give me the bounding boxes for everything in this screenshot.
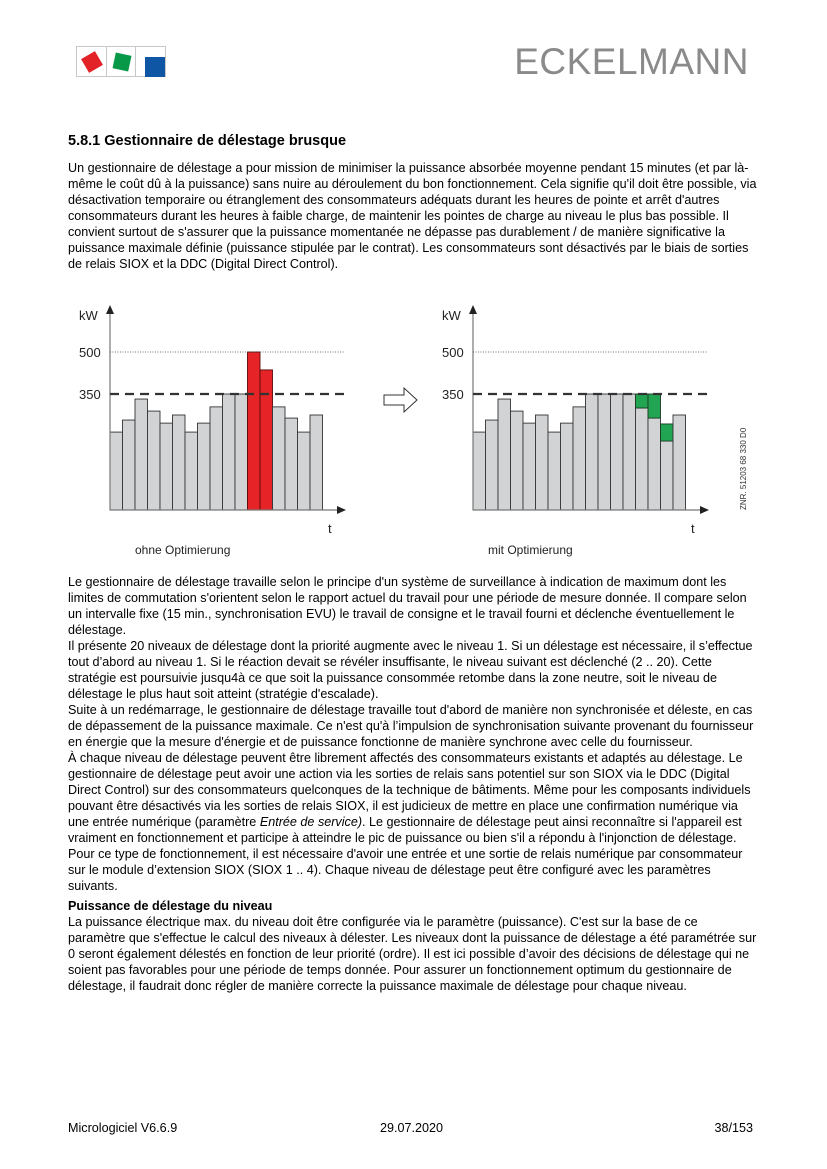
- bar: [573, 407, 586, 510]
- bar: [198, 423, 211, 510]
- chart-caption: ohne Optimierung: [135, 543, 231, 557]
- paragraph-restart: Suite à un redémarrage, le gestionnaire de délestage travaille tout d'abord de manière non synchronisée et déleste, en cas de dépassement de la puissance maximale. Ce n'est qu'à l’impulsion de synchronisation suivante provenant du fournisseur en énergie que la mesure d'énergie et de puissance fonctionne de manière synchrone avec celle du fournisseur.: [68, 703, 754, 749]
- y-axis-arrow-icon: [106, 305, 114, 314]
- y-tick-label: 350: [79, 387, 101, 402]
- bar: [310, 415, 323, 510]
- x-axis-label: t: [691, 521, 695, 536]
- added-bar-segment: [661, 424, 674, 441]
- added-bar-segment: [648, 394, 661, 418]
- paragraph-power: La puissance électrique max. du niveau doit être configurée via le paramètre (puissance). C'est sur la base de ce paramètre que s'effectue le calcul des niveaux à délester. Les niveaux dont la puissance de délestage a été paramétrée sur 0 seront également délestés en fonction de leur priorité (ordre). Il est ici possible d’avoir des décisions de délestage qui ne soient pas favorables pour une période de temps donnée. Pour assurer un fonctionnement optimum du gestionnaire de délestage, il faudrait donc régler de manière correcte la puissance maximale de délestage pour chaque niveau.: [68, 915, 757, 993]
- footer-firmware: Micrologiciel V6.6.9: [68, 1121, 178, 1135]
- bar: [160, 423, 173, 510]
- bar: [235, 394, 248, 510]
- y-tick-label: 500: [79, 345, 101, 360]
- parameter-name: Entrée de service): [259, 815, 363, 829]
- intro-paragraph: Un gestionnaire de délestage a pour mission de minimiser la puissance absorbée moyenne pendant 15 minutes (et par là-même le coût dû à la puissance) sans nuire au déroulement du bon fonctionnement. Cela signifie qu'il doit être possible, via désactivation temporaire ou étranglement des consommateurs adéquats durant les heures de pointe et arrêt d'autres consommateurs durant les heures à faible charge, de maintenir les pointes de charge au niveau le plus bas possible. Il convient surtout de s'assurer que la puissance momentanée ne dépasse pas durablement / de manière significative la puissance maximale définie (puissance stipulée par le contrat). Les consommateurs sont désactivés par le biais de sorties de relais SIOX et la DDC (Digital Direct Control).: [68, 161, 757, 271]
- logo-red-diamond: [77, 47, 107, 76]
- footer-page-number: 38/153: [714, 1121, 753, 1135]
- added-bar-segment: [636, 394, 649, 408]
- bar: [511, 411, 524, 510]
- footer-date: 29.07.2020: [380, 1121, 444, 1135]
- bar: [536, 415, 549, 510]
- bar: [636, 408, 649, 510]
- bar: [173, 415, 186, 510]
- x-axis-arrow-icon: [700, 506, 709, 514]
- bar: [110, 432, 123, 510]
- bar: [223, 394, 236, 510]
- bar: [260, 370, 273, 510]
- bar: [486, 420, 499, 510]
- paragraph-principle: Le gestionnaire de délestage travaille selon le principe d'un système de surveillance à indication de maximum dont les limites de commutation s'orientent selon le rapport actuel du travail pour une période de mesure donnée. Il compare selon un intervalle fixe (15 min., synchronisation EVU) le travail de consigne et le travail fourni et déclenche éventuellement le délestage.: [68, 575, 747, 637]
- bar: [586, 394, 599, 510]
- bar: [135, 399, 148, 510]
- bar: [498, 399, 511, 510]
- y-axis-arrow-icon: [469, 305, 477, 314]
- paragraph-assignment: [68, 750, 758, 894]
- paragraph-levels: Il présente 20 niveaux de délestage dont la priorité augmente avec le niveau 1. Si un délestage est nécessaire, il s’effectue tout d’abord au niveau 1. Si le réaction devait se révéler insuffisante, le niveau suivant est déclenché (2 .. 20). Cette stratégie est poursuivie jusqu4à ce que soit la puissance consommée retombe dans la zone neutre, soit le niveau de délestage le plus haut soit atteint (stratégie d'escalade).: [68, 639, 753, 701]
- brand-wordmark: ECKELMANN: [514, 41, 749, 82]
- x-axis-arrow-icon: [337, 506, 346, 514]
- logo-green-diamond: [107, 47, 137, 76]
- figure-svg: [60, 300, 780, 570]
- y-axis-label: kW: [79, 308, 98, 323]
- paragraph-assignment-part2: . Le gestionnaire de délestage peut ainsi reconnaître si l'appareil est vraiment en fonctionnement et participe à atteindre le pic de puissance ou bien s'il a répondu à l'injonction de délestage. Pour ce type de fonctionnement, il est nécessaire d'avoir une entrée et une sortie de relais numérique par consommateur sur le module d’extension SIOX (SIOX 1 .. 4). Chaque niveau de délestage peut être configuré avec les paramètres suivants.: [68, 815, 743, 893]
- body-text: [68, 574, 758, 994]
- bar: [623, 394, 636, 510]
- paragraph-assignment-part1: À chaque niveau de délestage peuvent être librement affectés des consommateurs existants et adaptés au délestage. Le gestionnaire de délestage peut avoir une action via les sorties de relais sans potentiel sur son SIOX via le DDC (Digital Direct Control) sur des consommateurs quelconques de la technique de bâtiments. Même pour les composants individuels pouvant être désactivés via les sorties de relais SIOX, il est judicieux de mettre en place une confirmation numérique via une entrée numérique (paramètre: [68, 751, 751, 829]
- bar: [248, 352, 261, 510]
- bar: [548, 432, 561, 510]
- bar: [611, 394, 624, 510]
- bar: [598, 394, 611, 510]
- bar: [148, 411, 161, 510]
- subheading-power: Puissance de délestage du niveau: [68, 899, 273, 913]
- figure-load-shedding: [60, 300, 780, 570]
- bar: [298, 432, 311, 510]
- bar: [473, 432, 486, 510]
- bar: [123, 420, 136, 510]
- bar: [210, 407, 223, 510]
- logo-blue-square: [136, 47, 165, 76]
- bar: [561, 423, 574, 510]
- chart-caption: mit Optimierung: [488, 543, 573, 557]
- bar: [648, 418, 661, 510]
- eckelmann-logo: [76, 46, 166, 77]
- y-tick-label: 500: [442, 345, 464, 360]
- bar: [185, 432, 198, 510]
- y-tick-label: 350: [442, 387, 464, 402]
- y-axis-label: kW: [442, 308, 461, 323]
- bar: [273, 407, 286, 510]
- x-axis-label: t: [328, 521, 332, 536]
- bar: [661, 441, 674, 510]
- right-arrow-icon: [384, 388, 417, 412]
- bar: [523, 423, 536, 510]
- section-title: 5.8.1 Gestionnaire de délestage brusque: [68, 133, 347, 149]
- figure-id: ZNR. 51203 68 330 D0: [739, 427, 748, 510]
- bar: [285, 418, 298, 510]
- bar: [673, 415, 686, 510]
